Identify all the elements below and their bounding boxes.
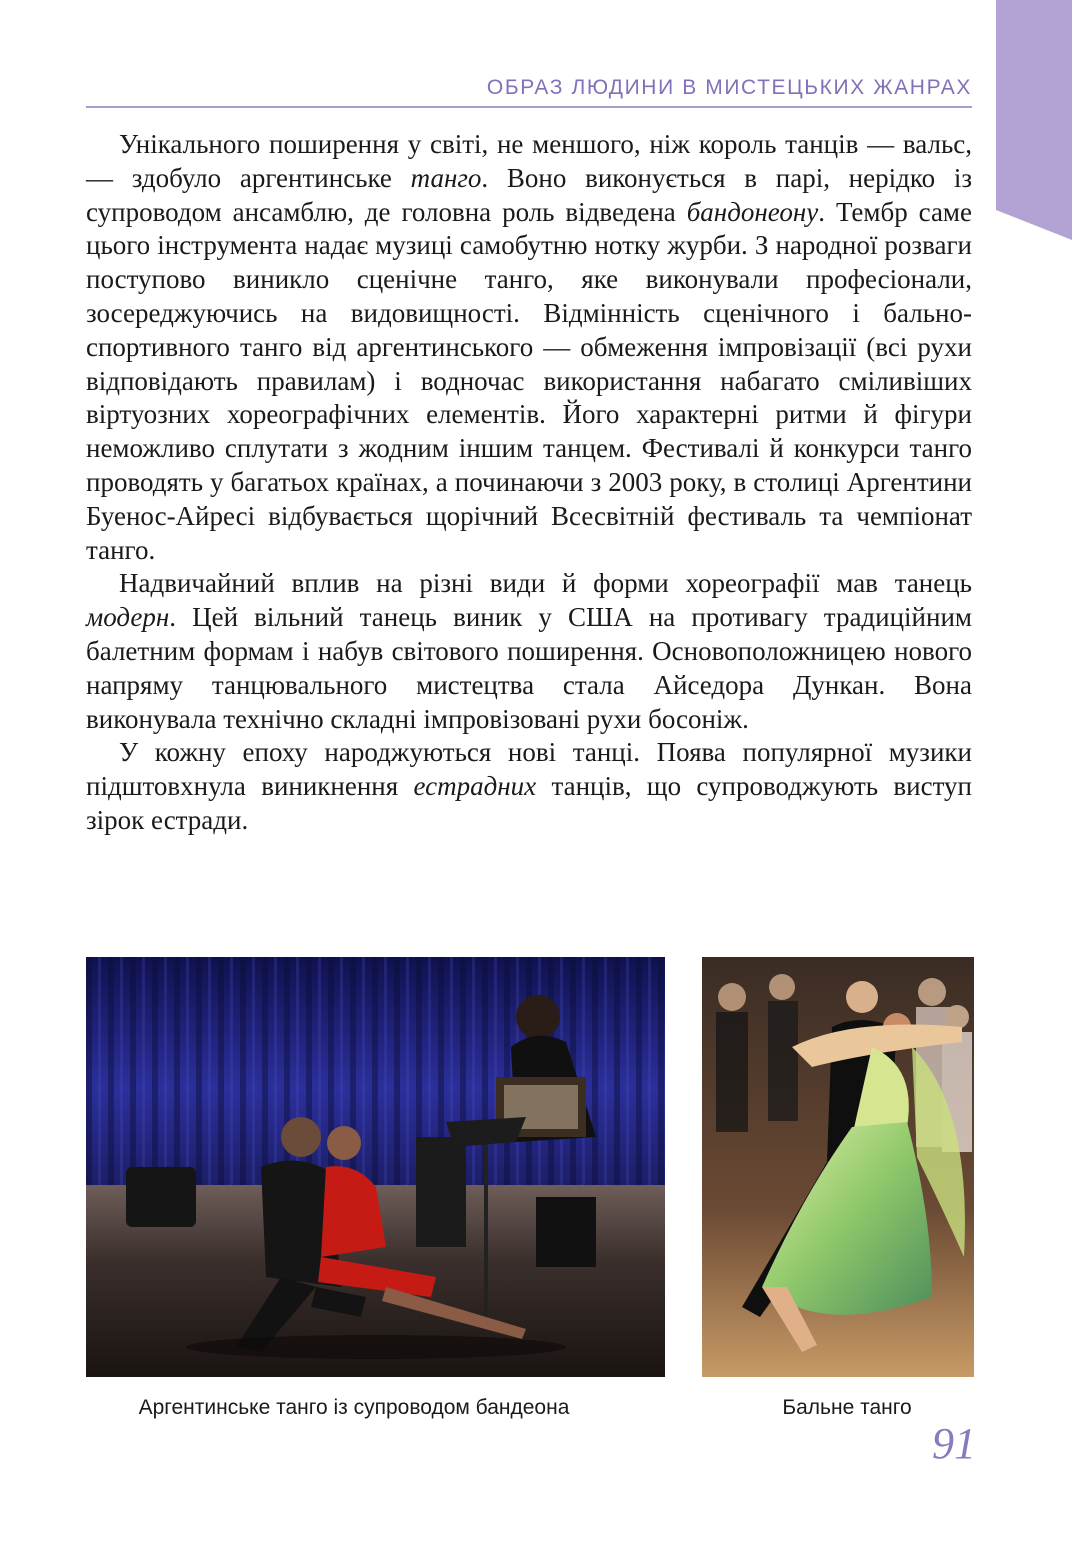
term-tango: танго <box>410 162 482 193</box>
paragraph-modern: Надвичайний вплив на різні види й форми хореографії мав танець модерн. Цей вільний танець виник у США на противагу традиційним балетним формам і набув світового поширення. Основоположницею нового напряму танцювального мистецтва стала Айседора Дункан. Вона виконувала технічно складні імпровізовані рухи босоніж. <box>86 568 972 734</box>
paragraph-tango: Унікального поширення у світі, не меншого, ніж король танців — вальс,— здобуло аргентинське танго. Воно виконується в парі, нерідко із супроводом ансамблю, де головна роль відведена бандонеону. Тембр саме цього інструмента надає музиці самобутню нотку журби. З народної розваги поступово виникло сценічне танго, яке виконували професіонали, зосереджуючись на видовищності. Відмінність сценічного і бально-спортивного танго від аргентинського — обмеження імпровізації (всі рухи відповідають правилам) і водночас використання набагато сміливіших віртуозних хореографічних елементів. Його характерні ритми й фігури неможливо сплутати з жодним іншим танцем. Фестивалі й конкурси танго проводять у багатьох країнах, а починаючи з 2003 року, в столиці Аргентини Буенос-Айресі відбувається щорічний Всесвітній фестиваль та чемпіонат танго. <box>86 129 973 565</box>
tango-photo-caption: Аргентинське танго із супроводом бандеона <box>138 1396 570 1419</box>
term-estrada: естрадних <box>413 771 537 802</box>
section-tab-marker <box>996 0 1072 240</box>
argentine-tango-photo <box>86 957 665 1377</box>
main-text <box>86 128 972 838</box>
term-modern: модерн <box>86 602 170 633</box>
paragraph-estrada: У кожну епоху народжуються нові танці. Поява популярної музики підштовхнула виникнення естрадних танців, що супроводжують виступ зірок естради. <box>86 737 972 835</box>
term-bandoneon: бандонеону <box>686 196 819 227</box>
ballroom-tango-photo <box>702 957 974 1377</box>
page-number: 91 <box>932 1419 976 1468</box>
running-header-title: ОБРАЗ ЛЮДИНИ В МИСТЕЦЬКИХ ЖАНРАХ <box>486 76 972 99</box>
header-divider <box>86 106 972 108</box>
ballroom-photo-caption: Бальне танго <box>782 1396 912 1419</box>
